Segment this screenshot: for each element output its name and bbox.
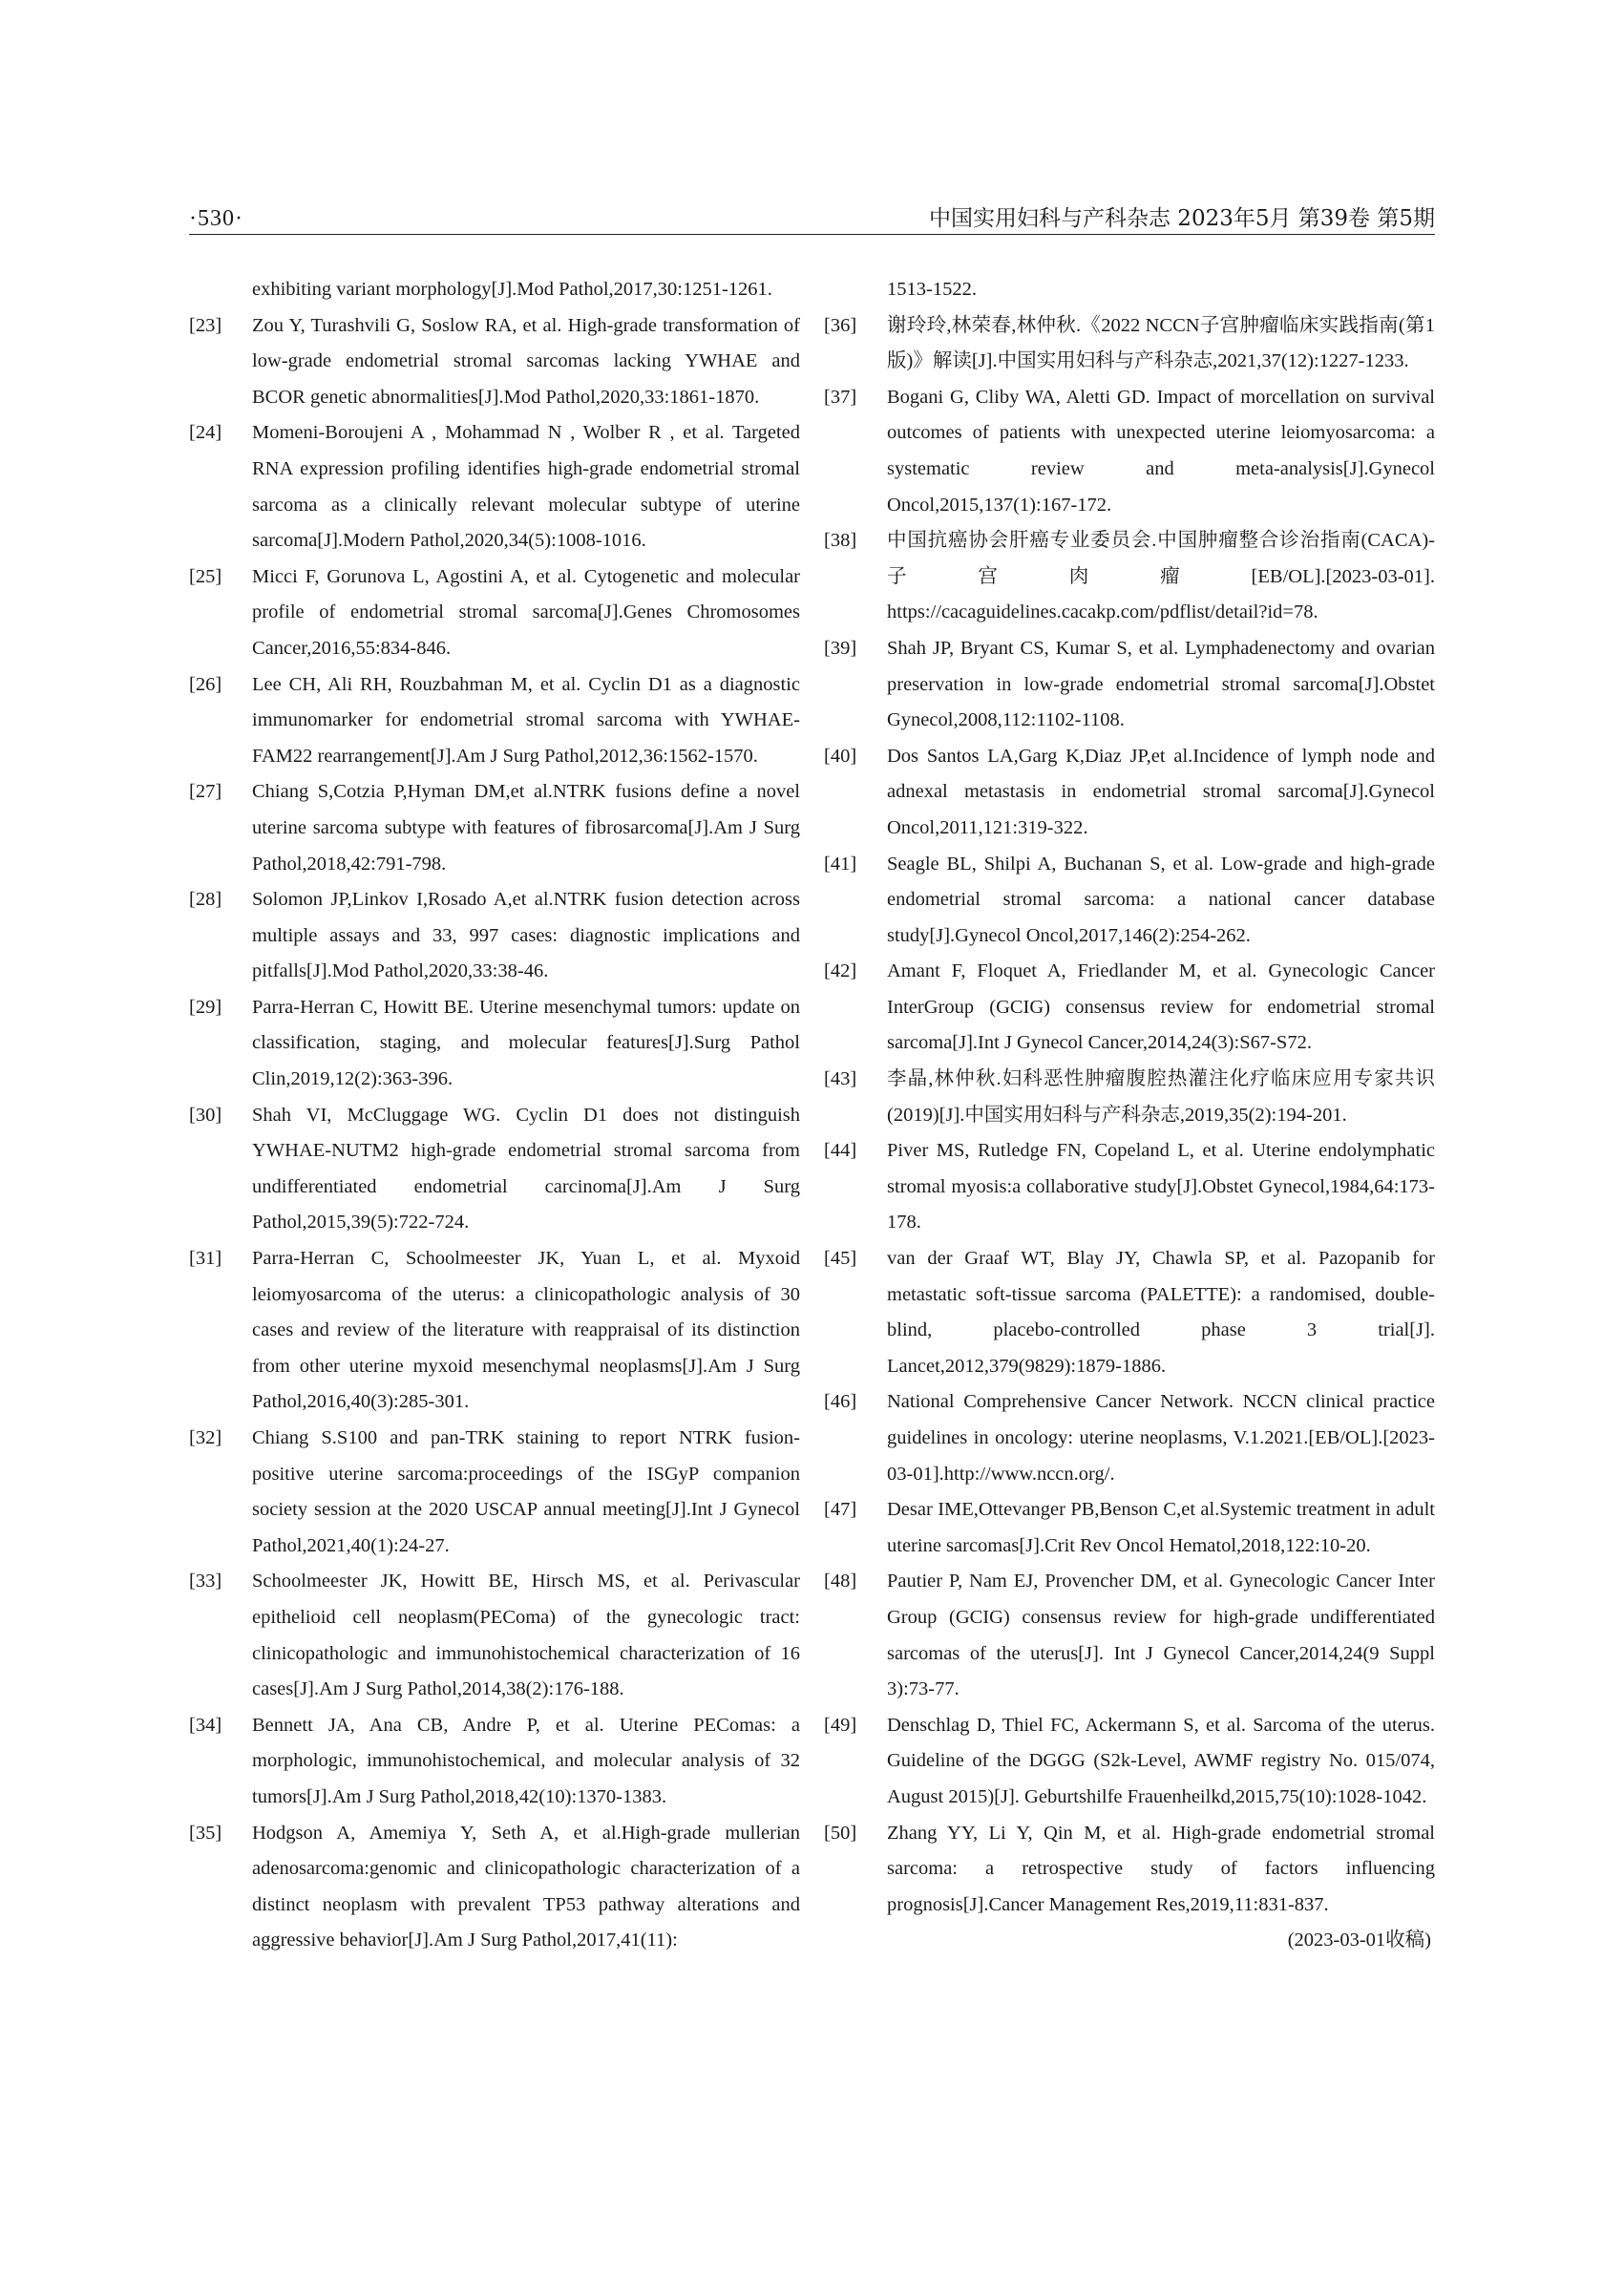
reference-item xyxy=(824,1816,1435,1924)
reference-text: Seagle BL, Shilpi A, Buchanan S, et al. Low-grade and high-grade endometrial stromal sarcoma: a national cancer database study[J].Gynecol Oncol,2017,146(2):254-262. xyxy=(887,853,1435,946)
reference-text: Piver MS, Rutledge FN, Copeland L, et al. Uterine endolymphatic stromal myosis:a collaborative study[J].Obstet Gynecol,1984,64:173-178. xyxy=(887,1140,1435,1234)
reference-number: [37] xyxy=(824,386,857,408)
reference-text: Micci F, Gorunova L, Agostini A, et al. Cytogenetic and molecular profile of endometrial stromal sarcoma[J].Genes Chromosomes Cancer,2016,55:834-846. xyxy=(252,565,800,659)
reference-item xyxy=(189,559,800,667)
reference-item xyxy=(189,308,800,416)
reference-item xyxy=(189,415,800,559)
reference-text: van der Graaf WT, Blay JY, Chawla SP, et al. Pazopanib for metastatic soft-tissue sarcoma (PALETTE): a randomised, double-blind, placebo-controlled phase 3 trial[J]. Lancet,2012,379(9829):1879-1886. xyxy=(887,1248,1435,1377)
reference-number: [30] xyxy=(189,1104,222,1126)
reference-text: Schoolmeester JK, Howitt BE, Hirsch MS, et al. Perivascular epithelioid cell neoplasm(PEComa) of the gynecologic tract: clinicopathologic and immunohistochemical characterization of 16 cases[J].Am J Surg Pathol,2014,38(2):176-188. xyxy=(252,1571,800,1700)
reference-text: Amant F, Floquet A, Friedlander M, et al. Gynecologic Cancer InterGroup (GCIG) consensus review for endometrial stromal sarcoma[J].Int J Gynecol Cancer,2014,24(3):S67-S72. xyxy=(887,960,1435,1054)
reference-item xyxy=(824,380,1435,523)
reference-number: [31] xyxy=(189,1248,222,1270)
header-rule xyxy=(189,234,1435,235)
reference-text: Lee CH, Ali RH, Rouzbahman M, et al. Cyclin D1 as a diagnostic immunomarker for endometrial stromal sarcoma with YWHAE-FAM22 rearrangement[J].Am J Surg Pathol,2012,36:1562-1570. xyxy=(252,673,800,767)
reference-text: Pautier P, Nam EJ, Provencher DM, et al. Gynecologic Cancer Inter Group (GCIG) consensus review for high-grade undifferentiated sarcomas of the uterus[J]. Int J Gynecol Cancer,2014,24(9 Suppl 3):73-77. xyxy=(887,1571,1435,1700)
reference-number: [43] xyxy=(824,1068,857,1090)
reference-number: [38] xyxy=(824,530,857,552)
reference-number: [28] xyxy=(189,889,222,911)
reference-text: Chiang S,Cotzia P,Hyman DM,et al.NTRK fusions define a novel uterine sarcoma subtype with features of fibrosarcoma[J].Am J Surg Pathol,2018,42:791-798. xyxy=(252,781,800,875)
reference-number: [44] xyxy=(824,1140,857,1162)
reference-item xyxy=(189,1816,800,1959)
reference-number: [41] xyxy=(824,853,857,875)
reference-text: Shah JP, Bryant CS, Kumar S, et al. Lymphadenectomy and ovarian preservation in low-grade endometrial stromal sarcoma[J].Obstet Gynecol,2008,112:1102-1108. xyxy=(887,637,1435,731)
reference-item xyxy=(824,1133,1435,1241)
reference-number: [23] xyxy=(189,314,222,336)
reference-item xyxy=(824,954,1435,1062)
reference-item xyxy=(189,1564,800,1707)
reference-text: 谢玲玲,林荣春,林仲秋.《2022 NCCN子宫肿瘤临床实践指南(第1版)》解读[J].中国实用妇科与产科杂志,2021,37(12):1227-1233. xyxy=(887,314,1435,372)
reference-text: Parra-Herran C, Howitt BE. Uterine mesenchymal tumors: update on classification, staging, and molecular features[J].Surg Pathol Clin,2019,12(2):363-396. xyxy=(252,996,800,1090)
left-column xyxy=(189,272,800,1959)
reference-text: Dos Santos LA,Garg K,Diaz JP,et al.Incidence of lymph node and adnexal metastasis in endometrial stromal sarcoma[J].Gynecol Oncol,2011,121:319-322. xyxy=(887,745,1435,838)
reference-number: [25] xyxy=(189,565,222,587)
reference-item xyxy=(824,847,1435,955)
reference-number: [27] xyxy=(189,781,222,803)
reference-item xyxy=(824,631,1435,739)
page-header xyxy=(189,194,1435,232)
reference-item xyxy=(189,1241,800,1421)
reference-item xyxy=(824,1564,1435,1707)
reference-text: Momeni-Boroujeni A , Mohammad N , Wolber R , et al. Targeted RNA expression profiling identifies high-grade endometrial stromal sarcoma as a clinically relevant molecular subtype of uterine sarcoma[J].Modern Pathol,2020,34(5):1008-1016. xyxy=(252,422,800,552)
reference-number: [46] xyxy=(824,1391,857,1413)
reference-number: [32] xyxy=(189,1427,222,1448)
reference-item xyxy=(824,523,1435,631)
reference-text: 中国抗癌协会肝癌专业委员会.中国肿瘤整合诊治指南(CACA)-子宫肉瘤[EB/OL].[2023-03-01]. https://cacaguidelines.cacakp.com/pdflist/detail?id=78. xyxy=(887,530,1435,623)
reference-text: Shah VI, McCluggage WG. Cyclin D1 does not distinguish YWHAE-NUTM2 high-grade endometrial stromal sarcoma from undifferentiated endometrial carcinoma[J].Am J Surg Pathol,2015,39(5):722-724. xyxy=(252,1104,800,1234)
right-reference-list xyxy=(824,308,1435,1924)
journal-info: 中国实用妇科与产科杂志 2023年5月 第39卷 第5期 xyxy=(929,206,1435,231)
reference-item xyxy=(824,1241,1435,1384)
reference-number: [42] xyxy=(824,960,857,982)
reference-number: [29] xyxy=(189,996,222,1018)
reference-item xyxy=(824,1708,1435,1816)
reference-number: [39] xyxy=(824,637,857,659)
reference-text: Chiang S.S100 and pan-TRK staining to report NTRK fusion-positive uterine sarcoma:proceedings of the ISGyP companion society session at the 2020 USCAP annual meeting[J].Int J Gynecol Pathol,2021,40(1):24-27. xyxy=(252,1427,800,1556)
reference-number: [36] xyxy=(824,314,857,336)
reference-number: [34] xyxy=(189,1714,222,1736)
reference-text: Bogani G, Cliby WA, Aletti GD. Impact of morcellation on survival outcomes of patients with unexpected uterine leiomyosarcoma: a systematic review and meta-analysis[J].Gynecol Oncol,2015,137(1):167-172. xyxy=(887,386,1435,516)
left-reference-list xyxy=(189,308,800,1959)
reference-text: National Comprehensive Cancer Network. NCCN clinical practice guidelines in oncology: uterine neoplasms, V.1.2021.[EB/OL].[2023-03-01].http://www.nccn.org/. xyxy=(887,1391,1435,1485)
reference-text: Bennett JA, Ana CB, Andre P, et al. Uterine PEComas: a morphologic, immunohistochemical, and molecular analysis of 32 tumors[J].Am J Surg Pathol,2018,42(10):1370-1383. xyxy=(252,1714,800,1807)
reference-item xyxy=(189,774,800,882)
reference-item xyxy=(189,1421,800,1564)
received-date: (2023-03-01收稿) xyxy=(1287,1930,1431,1951)
reference-item xyxy=(824,739,1435,847)
reference-item xyxy=(189,990,800,1098)
reference-item xyxy=(824,1384,1435,1492)
reference-number: [48] xyxy=(824,1571,857,1592)
reference-continuation: 1513-1522. xyxy=(887,279,977,300)
reference-number: [49] xyxy=(824,1714,857,1736)
reference-number: [50] xyxy=(824,1822,857,1844)
reference-text: Denschlag D, Thiel FC, Ackermann S, et al. Sarcoma of the uterus. Guideline of the DGGG (S2k-Level, AWMF registry No. 015/074, August 2015)[J]. Geburtshilfe Frauenheilkd,2015,75(10):1028-1042. xyxy=(887,1714,1435,1807)
reference-number: [24] xyxy=(189,422,222,444)
reference-number: [45] xyxy=(824,1248,857,1270)
reference-item xyxy=(824,1062,1435,1133)
reference-item xyxy=(189,1098,800,1241)
reference-continuation: exhibiting variant morphology[J].Mod Pathol,2017,30:1251-1261. xyxy=(252,279,772,300)
reference-number: [40] xyxy=(824,745,857,767)
reference-text: 李晶,林仲秋.妇科恶性肿瘤腹腔热灌注化疗临床应用专家共识(2019)[J].中国实用妇科与产科杂志,2019,35(2):194-201. xyxy=(887,1068,1435,1126)
reference-number: [47] xyxy=(824,1499,857,1521)
reference-item xyxy=(189,1708,800,1816)
right-column xyxy=(824,272,1435,1959)
reference-text: Hodgson A, Amemiya Y, Seth A, et al.High-grade mullerian adenosarcoma:genomic and clinicopathologic characterization of a distinct neoplasm with prevalent TP53 pathway alterations and aggressive behavior[J].Am J Surg Pathol,2017,41(11): xyxy=(252,1822,800,1951)
reference-item xyxy=(189,882,800,990)
reference-text: Zou Y, Turashvili G, Soslow RA, et al. High-grade transformation of low-grade endometrial stromal sarcomas lacking YWHAE and BCOR genetic abnormalities[J].Mod Pathol,2020,33:1861-1870. xyxy=(252,314,800,408)
page-number: ·530· xyxy=(189,206,243,231)
reference-number: [26] xyxy=(189,673,222,695)
reference-text: Zhang YY, Li Y, Qin M, et al. High-grade endometrial stromal sarcoma: a retrospective study of factors influencing prognosis[J].Cancer Management Res,2019,11:831-837. xyxy=(887,1822,1435,1915)
reference-item xyxy=(824,1492,1435,1564)
reference-item xyxy=(189,667,800,775)
reference-number: [35] xyxy=(189,1822,222,1844)
reference-item xyxy=(824,308,1435,380)
reference-text: Parra-Herran C, Schoolmeester JK, Yuan L, et al. Myxoid leiomyosarcoma of the uterus: a clinicopathologic analysis of 30 cases and review of the literature with reappraisal of its distinction from other uterine myxoid mesenchymal neoplasms[J].Am J Surg Pathol,2016,40(3):285-301. xyxy=(252,1248,800,1413)
reference-text: Solomon JP,Linkov I,Rosado A,et al.NTRK fusion detection across multiple assays and 33, 997 cases: diagnostic implications and pitfalls[J].Mod Pathol,2020,33:38-46. xyxy=(252,889,800,982)
reference-number: [33] xyxy=(189,1571,222,1592)
reference-text: Desar IME,Ottevanger PB,Benson C,et al.Systemic treatment in adult uterine sarcomas[J].Crit Rev Oncol Hematol,2018,122:10-20. xyxy=(887,1499,1435,1556)
